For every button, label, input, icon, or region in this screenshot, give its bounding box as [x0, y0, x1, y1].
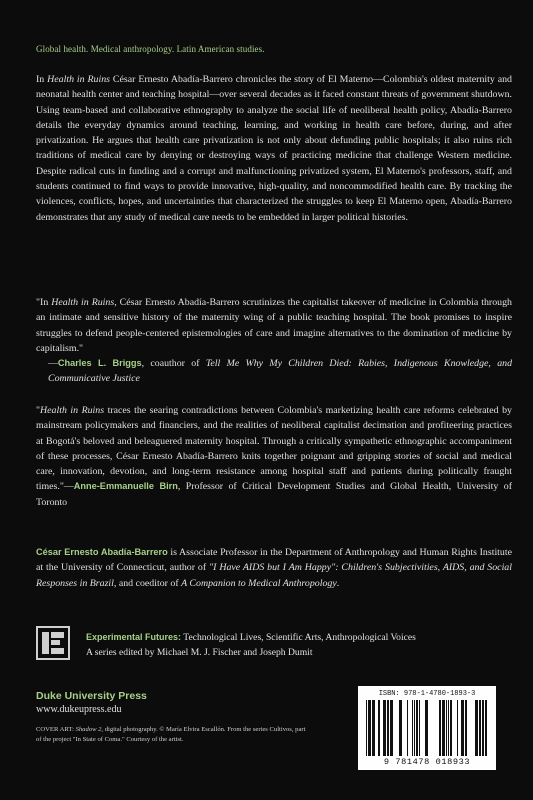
barcode-bar — [378, 700, 380, 756]
bio-text: , and coeditor of — [113, 577, 182, 589]
publisher-url[interactable]: www.dukeupress.edu — [36, 704, 122, 715]
endorser-name: Charles L. Briggs — [57, 358, 142, 369]
barcode-bar — [416, 700, 418, 756]
endorser-book-title: Tell Me Why My Children Died: Rabies, Indigenous Knowledge, and Communicative Justice — [48, 358, 513, 385]
barcode-bar — [383, 700, 386, 756]
description-pre: In — [36, 74, 48, 85]
barcode-bar — [425, 700, 428, 756]
barcode-bar — [368, 700, 371, 756]
attribution-dash: — — [63, 481, 74, 493]
barcode-bar — [461, 700, 464, 756]
barcode-bars — [366, 700, 488, 756]
publisher-name: Duke University Press — [36, 690, 147, 702]
series-editors: A series edited by Michael M. J. Fischer and Joseph Dumit — [86, 647, 313, 658]
quote-book-title: Health in Ruins — [51, 297, 115, 308]
series-name: Experimental Futures: — [86, 632, 182, 642]
barcode-bar — [390, 700, 393, 756]
barcode-bar — [479, 700, 481, 756]
barcode-bar — [439, 700, 441, 756]
series-subtitle: Technological Lives, Scientific Arts, Anthropological Voices — [181, 632, 416, 643]
series-text — [86, 630, 516, 660]
barcode-bar — [372, 700, 375, 756]
series-logo-icon — [36, 626, 70, 660]
isbn-label: ISBN: 978-1-4780-1893-3 — [378, 690, 476, 698]
author-name: César Ernesto Abadía-Barrero — [36, 547, 168, 557]
barcode-bar — [475, 700, 478, 756]
endorser-affiliation: , Professor of Critical Development Studies and Global Health, University of Toronto — [36, 481, 512, 508]
bio-book-title: A Companion to Medical Anthropology — [181, 577, 337, 589]
quote-open: " — [36, 405, 41, 416]
barcode-bar — [442, 700, 445, 756]
publisher-block — [36, 690, 336, 715]
book-description — [36, 72, 512, 225]
author-bio — [36, 545, 512, 591]
barcode-bar — [448, 700, 449, 756]
barcode-bar — [446, 700, 447, 756]
barcode-bar — [407, 700, 408, 756]
barcode-bar — [387, 700, 389, 756]
barcode-bar — [457, 700, 458, 756]
attribution-dash: — — [48, 358, 58, 370]
bio-book-title: "I Have AIDS but I Am Happy": Children's Subjectivities, AIDS, and Social Responses in Brazil — [36, 562, 512, 589]
series-title-line — [86, 630, 516, 645]
endorsement-briggs — [36, 295, 512, 387]
quote-text: , César Ernesto Abadía-Barrero scrutinizes the capitalist takeover of medicine in Colombia through an intimate and sensitive history of the maternity wing of a public teaching hospital. The book promises to inspire struggles to defend people-centered epistemologies of care and imagine alternatives to the domination of medicine by capitalism." — [36, 297, 512, 354]
barcode-number: 9 781478 018933 — [383, 757, 471, 767]
quote-open: "In — [36, 297, 52, 308]
subject-categories: Global health. Medical anthropology. Latin American studies. — [36, 44, 265, 54]
barcode-bar — [414, 700, 415, 756]
description-text: César Ernesto Abadía-Barrero chronicles the story of El Materno—Colombia's oldest maternity and neonatal health center and teaching hospital—over several decades as it faced constant threats of government shutdown. Using team-based and collaborative ethnography to analyze the social life of neoliberal health policy, Abadía-Barrero details the everyday dynamics around teaching, learning, and working in health care before, during, and after privatization. He argues that health care privatization is not only about defunding public hospitals; it also ruins rich traditions of medical care by denying or destroying ways of practicing medicine that challenge Western medicine. Despite radical cuts in funding and a corrupt and malfunctioning privatized system, El Materno's professors, staff, and students continued to find ways to provide innovative, high-quality, and noncommodified health care. By tracking the violences, conflicts, hopes, and uncertainties that characterized the struggles to keep El Materno open, Abadía-Barrero demonstrates that any study of medical care needs to be embedded in larger political histories. — [36, 74, 512, 223]
barcode-bar — [399, 700, 402, 756]
bio-text: . — [336, 577, 340, 589]
cover-art-credit — [36, 725, 306, 745]
credit-label: COVER ART: — [36, 726, 76, 733]
barcode-bar — [419, 700, 420, 756]
barcode-bar — [465, 700, 467, 756]
barcode-bar — [412, 700, 413, 756]
credit-text: , digital photography. © María Elvira Escallón. From the series Cultivos, part of the project "In State of Coma." Courtesy of the artist. — [36, 726, 306, 743]
endorsement-attribution — [36, 356, 512, 387]
barcode-bar — [450, 700, 452, 756]
isbn-barcode — [358, 686, 496, 770]
barcode-bar — [366, 700, 367, 756]
barcode-bar — [482, 700, 484, 756]
quote-book-title: Health in Ruins — [40, 405, 105, 416]
endorser-name: Anne-Emmanuelle Birn — [73, 481, 178, 492]
book-title: Health in Ruins — [47, 74, 111, 85]
quote-text: traces the searing contradictions between Colombia's marketizing health care reforms celebrated by mainstream policymakers and financiers, and the realities of neoliberal capitalist decimation and profiteering practices at Bogotá's beloved and beleaguered maternity hospital. Through a critically sympathetic ethnographic accompaniment of these processes, César Ernesto Abadía-Barrero knits together poignant and gripping stories of social and medical care, innovation, devotion, and long-term resistance among hospital staff and patients during politically fraught times." — [36, 405, 512, 493]
bio-text: is Associate Professor in the Department of Anthropology and Human Rights Institute at the University of Connecticut, author of — [36, 547, 512, 574]
credit-artwork-title: Shadow 2 — [75, 726, 102, 733]
barcode-bar — [485, 700, 487, 756]
endorsement-birn — [36, 403, 512, 510]
endorser-affiliation: , coauthor of — [141, 358, 206, 370]
